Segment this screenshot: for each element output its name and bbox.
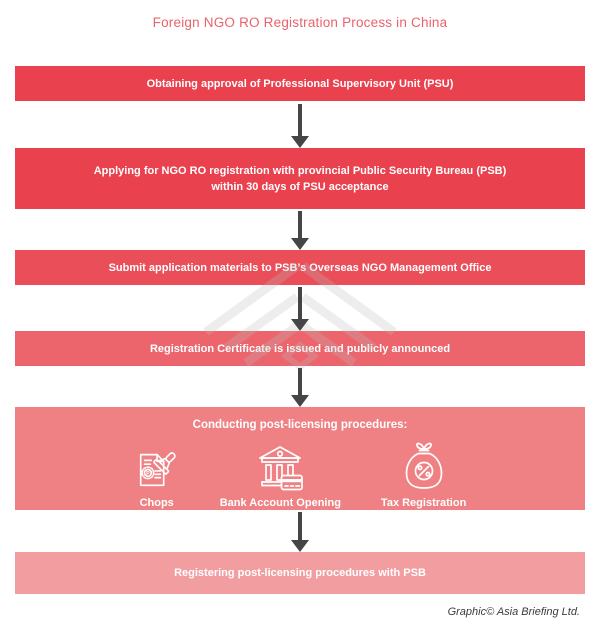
post-licensing-heading: Conducting post-licensing procedures:: [192, 419, 408, 431]
credit-text: Graphic© Asia Briefing Ltd.: [447, 606, 580, 618]
arrow-stem: [298, 211, 302, 238]
bank-building-icon: [254, 438, 306, 492]
svg-text:P: P: [145, 470, 150, 477]
post-licensing-item-bank: [220, 438, 341, 509]
flow-arrow-4: [291, 368, 309, 407]
flow-arrow-3: [291, 287, 309, 331]
money-bag-percent-icon: [402, 438, 446, 492]
post-licensing-items: [134, 438, 467, 509]
arrow-head-icon: [291, 540, 309, 552]
tax-registration-label: Tax Registration: [380, 497, 467, 509]
step-psb-application-line1: Applying for NGO RO registration with provincial Public Security Bureau (PSB): [93, 164, 507, 177]
arrow-stem: [298, 287, 302, 319]
bank-account-label: Bank Account Opening: [219, 497, 341, 509]
arrow-head-icon: [291, 395, 309, 407]
arrow-head-icon: [291, 238, 309, 250]
arrow-head-icon: [291, 136, 309, 148]
post-licensing-item-tax: [381, 438, 466, 509]
arrow-stem: [298, 368, 302, 395]
step-psu-approval: [15, 66, 585, 101]
flow-arrow-1: [291, 104, 309, 148]
step-certificate-issued-text: Registration Certificate is issued and publicly announced: [149, 342, 451, 355]
page-title: Foreign NGO RO Registration Process in China: [152, 15, 448, 30]
arrow-head-icon: [291, 319, 309, 331]
step-psb-application: [15, 148, 585, 209]
step-psb-application-line2: within 30 days of PSU acceptance: [211, 180, 389, 193]
step-submit-materials-text: Submit application materials to PSB’s Overseas NGO Management Office: [108, 261, 492, 274]
chops-label: Chops: [139, 497, 174, 509]
flow-arrow-5: [291, 512, 309, 552]
step-psu-approval-text: Obtaining approval of Professional Supervisory Unit (PSU): [146, 77, 454, 90]
step-submit-materials: [15, 250, 585, 285]
arrow-stem: [298, 104, 302, 136]
step-register-post-licensing: [15, 552, 585, 594]
post-licensing-item-chops: [134, 438, 180, 509]
arrow-stem: [298, 512, 302, 540]
step-post-licensing: [15, 407, 585, 510]
step-certificate-issued: [15, 331, 585, 366]
flow-arrow-2: [291, 211, 309, 250]
chop-stamp-icon: [134, 438, 180, 492]
step-register-post-licensing-text: Registering post-licensing procedures with PSB: [174, 567, 426, 579]
